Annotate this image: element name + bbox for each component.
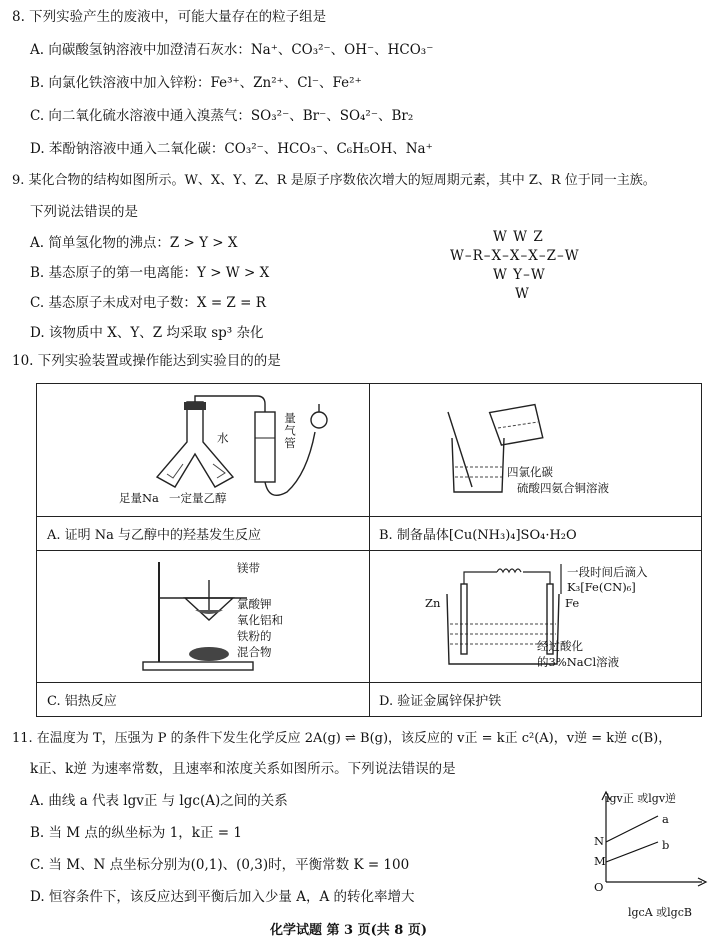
caption-a: A. 证明 Na 与乙醇中的羟基发生反应 bbox=[47, 528, 262, 543]
structure-main-chain: W–R–X–X–X–Z–W bbox=[450, 248, 580, 264]
caption-c: C. 铝热反应 bbox=[47, 694, 117, 709]
q11-option-b: B. 当 M 点的纵坐标为 1，k正 = 1 bbox=[30, 825, 242, 841]
graph-label-b: b bbox=[662, 838, 670, 852]
q11-option-d: D. 恒容条件下，该反应达到平衡后加入少量 A，A 的转化率增大 bbox=[30, 889, 415, 905]
q9-stem-2: 下列说法错误的是 bbox=[30, 204, 138, 220]
curve-b bbox=[606, 842, 658, 862]
q11-option-a: A. 曲线 a 代表 lgv正 与 lgc(A)之间的关系 bbox=[30, 793, 288, 809]
q10-apparatus-grid bbox=[36, 383, 702, 717]
label-na: 足量Na bbox=[119, 491, 159, 505]
q8-stem: 8. 下列实验产生的废液中，可能大量存在的粒子组是 bbox=[12, 9, 327, 25]
curve-a bbox=[606, 816, 658, 842]
label-acidified: 经过酸化 bbox=[537, 639, 583, 653]
q8-option-d: D. 苯酚钠溶液中通入二氧化碳：CO₃²⁻、HCO₃⁻、C₆H₅OH、Na⁺ bbox=[30, 141, 433, 157]
q9-structure bbox=[450, 228, 600, 308]
label-gas-tube: 量气管 bbox=[283, 412, 297, 450]
caption-b: B. 制备晶体[Cu(NH₃)₄]SO₄·H₂O bbox=[379, 528, 577, 543]
label-nacl: 的3%NaCl溶液 bbox=[537, 655, 620, 669]
q9-stem-1: 9. 某化合物的结构如图所示。W、X、Y、Z、R 是原子序数依次增大的短周期元素，其中 Z、R 位于同一主族。 bbox=[12, 173, 656, 188]
graph-label-o: O bbox=[594, 880, 604, 894]
label-ccl4: 四氯化碳 bbox=[507, 465, 553, 479]
q11-stem-2: k正、k逆 为速率常数，且速率和浓度关系如图所示。下列说法错误的是 bbox=[30, 761, 456, 777]
graph-label-a: a bbox=[662, 812, 669, 826]
q8-option-b: B. 向氯化铁溶液中加入锌粉：Fe³⁺、Zn²⁺、Cl⁻、Fe²⁺ bbox=[30, 75, 362, 91]
q8-option-c: C. 向二氧化硫水溶液中通入溴蒸气：SO₃²⁻、Br⁻、SO₄²⁻、Br₂ bbox=[30, 108, 414, 124]
q9-option-d: D. 该物质中 X、Y、Z 均采取 sp³ 杂化 bbox=[30, 325, 264, 341]
graph-label-n: N bbox=[594, 834, 605, 848]
label-drop-later: 一段时间后滴入 bbox=[567, 565, 648, 579]
label-reagent: K₃[Fe(CN)₆] bbox=[567, 580, 636, 594]
q8-option-a: A. 向碳酸氢钠溶液中加澄清石灰水：Na⁺、CO₃²⁻、OH⁻、HCO₃⁻ bbox=[30, 42, 434, 58]
caption-d: D. 验证金属锌保护铁 bbox=[379, 694, 502, 709]
label-kclo3: 氯酸钾 bbox=[237, 597, 272, 611]
label-mg-ribbon: 镁带 bbox=[237, 561, 260, 575]
label-copper-solution: 硫酸四氨合铜溶液 bbox=[517, 481, 609, 495]
q11-stem-1: 11. 在温度为 T，压强为 P 的条件下发生化学反应 2A(g) ⇌ B(g)，该反应的 v正 = k正 c²(A)，v逆 = k逆 c(B)， bbox=[12, 731, 672, 746]
structure-bottom-row: W Y–W bbox=[493, 267, 546, 283]
graph-y-label: lgv正 或lgv逆 bbox=[606, 792, 677, 805]
graph-x-label: lgcA 或lgcB bbox=[628, 906, 692, 919]
label-zn: Zn bbox=[425, 596, 441, 610]
graph-label-m: M bbox=[594, 854, 606, 868]
q10-stem: 10. 下列实验装置或操作能达到实验目的的是 bbox=[12, 353, 281, 369]
label-mix-1: 氧化铝和 bbox=[237, 613, 283, 627]
structure-top-row: W W Z bbox=[493, 229, 544, 245]
label-mix-2: 铁粉的 bbox=[237, 629, 272, 643]
structure-last-row: W bbox=[515, 286, 529, 302]
q9-option-b: B. 基态原子的第一电离能：Y > W > X bbox=[30, 265, 270, 281]
label-water: 水 bbox=[217, 431, 229, 445]
q11-option-c: C. 当 M、N 点坐标分别为(0,1)、(0,3)时，平衡常数 K = 100 bbox=[30, 857, 410, 873]
q9-option-a: A. 简单氢化物的沸点：Z > Y > X bbox=[30, 235, 238, 251]
q9-option-c: C. 基态原子未成对电子数：X = Z = R bbox=[30, 295, 266, 311]
label-mix-3: 混合物 bbox=[237, 645, 272, 659]
label-fe: Fe bbox=[565, 596, 580, 610]
label-ethanol: 一定量乙醇 bbox=[169, 491, 227, 505]
page-footer: 化学试题 第 3 页(共 8 页) bbox=[270, 923, 428, 938]
